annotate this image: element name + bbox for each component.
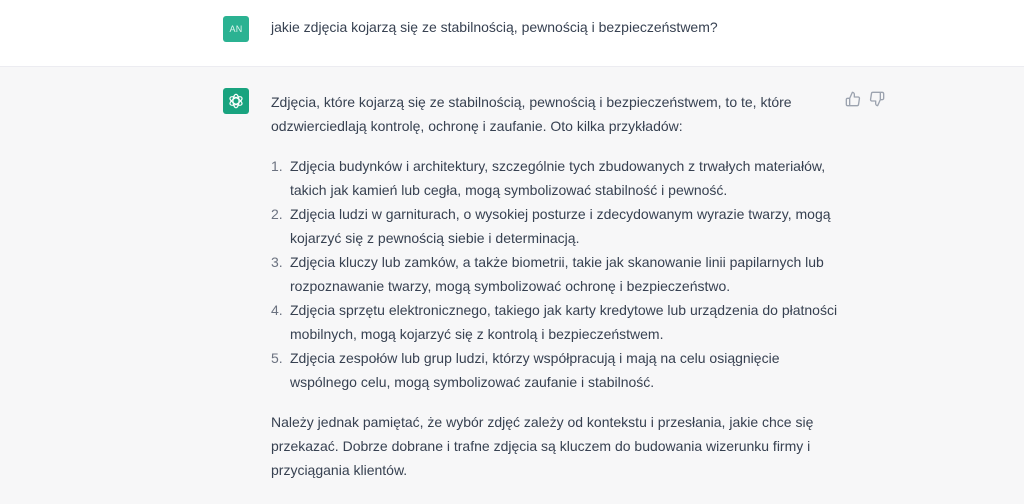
thumbs-up-button[interactable]	[845, 91, 861, 107]
list-item: 4. Zdjęcia sprzętu elektronicznego, takiego jak karty kredytowe lub urządzenia do płatności mobilnych, mogą kojarzyć się z kontrolą i bezpieczeństwem.	[271, 302, 838, 342]
thumbs-up-icon	[845, 91, 861, 107]
thumbs-down-icon	[869, 91, 885, 107]
feedback-buttons	[845, 91, 885, 107]
list-item: 1. Zdjęcia budynków i architektury, szczególnie tych zbudowanych z trwałych materiałów, takich jak kamień lub cegła, mogą symbolizować stabilność i pewność.	[271, 158, 826, 198]
list-item: 2. Zdjęcia ludzi w garniturach, o wysokiej posturze i zdecydowanym wyrazie twarzy, mogą kojarzyć się z pewnością siebie i determinacją.	[271, 206, 831, 246]
list-item: 5. Zdjęcia zespołów lub grup ludzi, którzy współpracują i mają na celu osiągnięcie wspólnego celu, mogą symbolizować zaufanie i stabilność.	[271, 350, 780, 390]
examples-list	[271, 154, 846, 394]
openai-logo-icon	[227, 92, 245, 110]
assistant-message-row	[0, 66, 1024, 504]
list-item: 3. Zdjęcia kluczy lub zamków, a także biometrii, takie jak skanowanie linii papilarnych lub rozpoznawanie twarzy, mogą symbolizować ochronę i bezpieczeństwo.	[271, 254, 824, 294]
thumbs-down-button[interactable]	[869, 91, 885, 107]
assistant-message-body	[271, 90, 846, 482]
assistant-outro: Należy jednak pamiętać, że wybór zdjęć zależy od kontekstu i przesłania, jakie chce się przekazać. Dobrze dobrane i trafne zdjęcia są kluczem do budowania wizerunku firmy i przyciągania klientów.	[271, 414, 814, 478]
user-message-row	[0, 0, 1024, 66]
user-message-text: jakie zdjęcia kojarzą się ze stabilnością, pewnością i bezpieczeństwem?	[271, 19, 718, 35]
user-avatar	[223, 16, 249, 42]
assistant-avatar	[223, 88, 249, 114]
user-avatar-initials: AN	[229, 24, 243, 34]
assistant-intro: Zdjęcia, które kojarzą się ze stabilnością, pewnością i bezpieczeństwem, to te, które odzwierciedlają kontrolę, ochronę i zaufanie. Oto kilka przykładów:	[271, 94, 792, 134]
